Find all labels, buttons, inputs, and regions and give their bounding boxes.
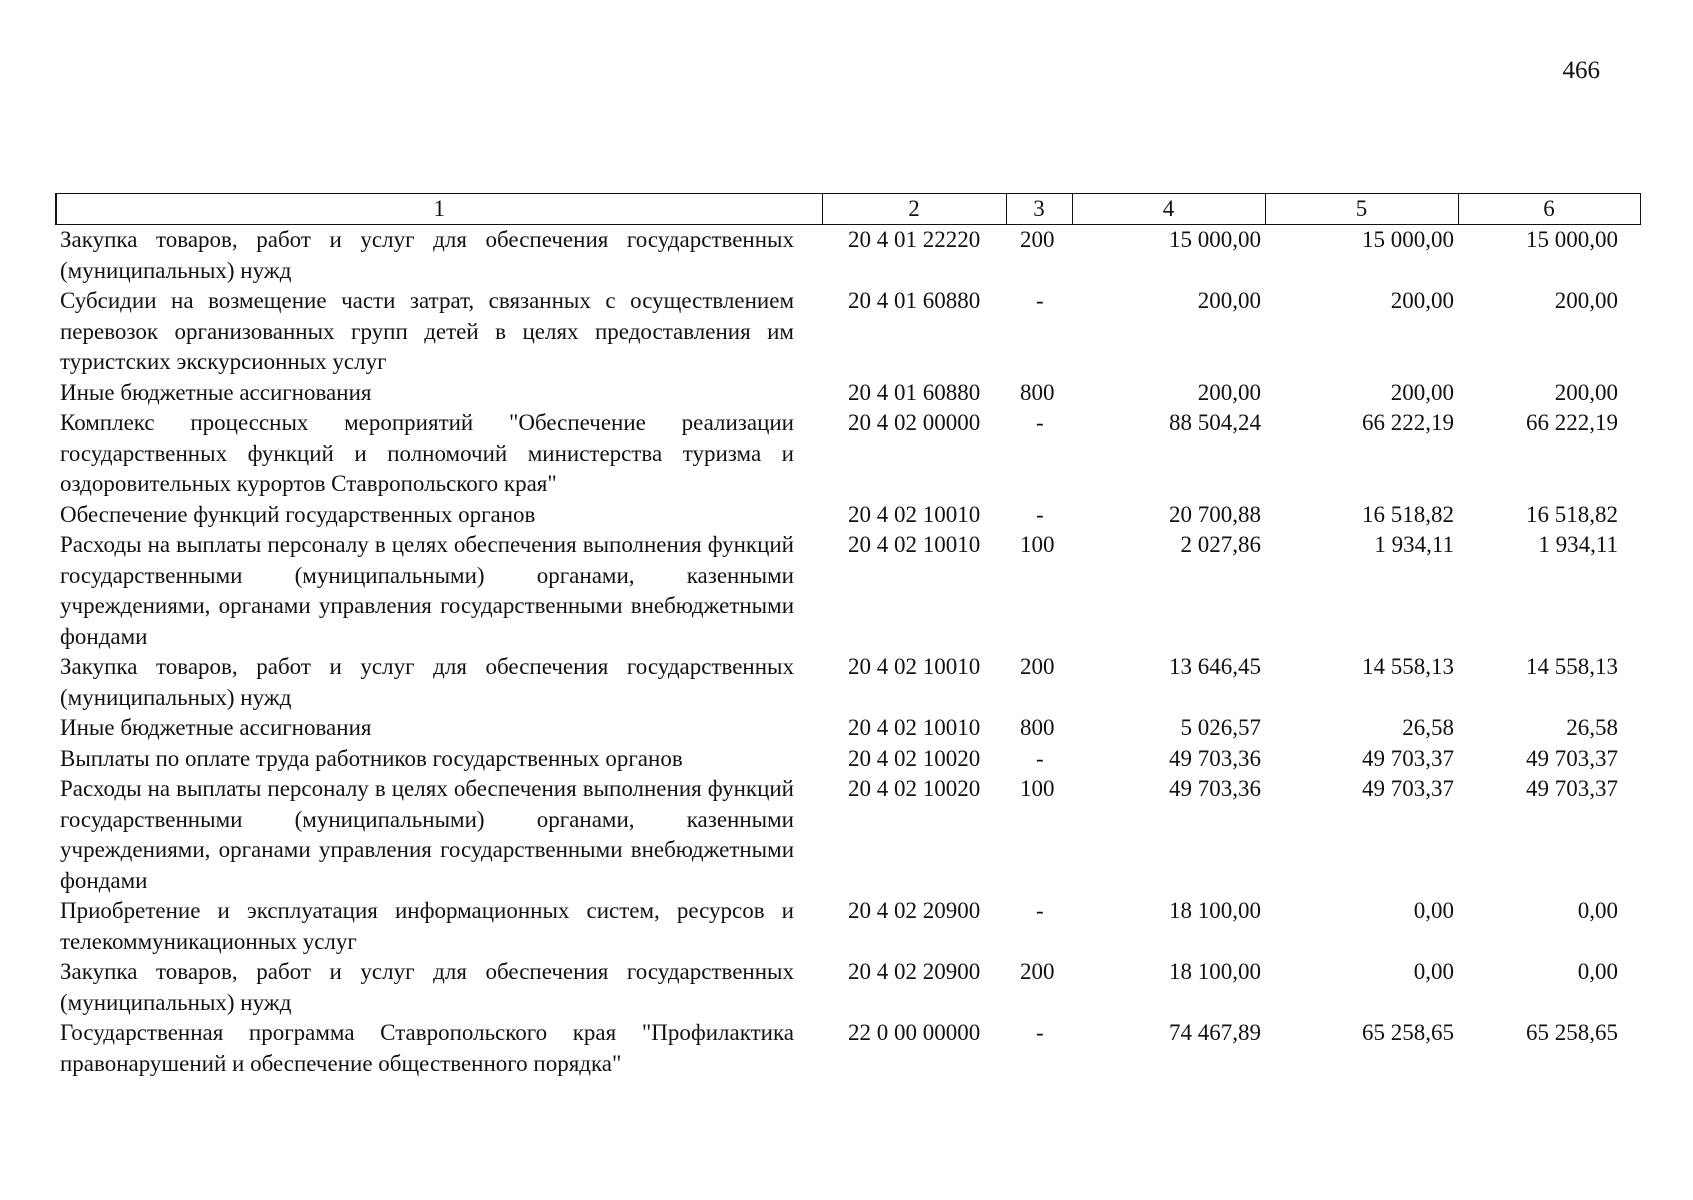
row-value-3-cell: 49 703,37 xyxy=(1526,745,1618,771)
row-name-cell: Государственная программа Ставропольского края "Профилактика правонарушений и обеспечение общественного порядка" xyxy=(60,1020,794,1076)
row-type-cell: 200 xyxy=(1020,959,1055,984)
row-name-cell: Иные бюджетные ассигнования xyxy=(60,715,372,740)
row-value-3-cell: 16 518,82 xyxy=(1526,501,1618,527)
row-value-2-cell: 49 703,37 xyxy=(1362,776,1454,801)
table-row xyxy=(56,713,1640,744)
row-value-3-cell: 66 222,19 xyxy=(1526,410,1618,435)
row-value-3-cell: 26,58 xyxy=(1566,715,1618,740)
row-value-1-cell: 5 026,57 xyxy=(1180,715,1261,740)
row-name-cell: Приобретение и эксплуатация информационных систем, ресурсов и телекоммуникационных услуг xyxy=(60,898,794,954)
header-row xyxy=(56,194,1640,225)
row-name-cell: Закупка товаров, работ и услуг для обеспечения государственных (муниципальных) нужд xyxy=(60,654,794,710)
row-type-cell: 800 xyxy=(1020,715,1055,740)
row-code-cell: 20 4 02 10010 xyxy=(848,501,981,527)
row-value-1-cell: 20 700,88 xyxy=(1169,501,1261,527)
row-code-cell: 20 4 02 20900 xyxy=(848,959,981,984)
row-code-cell: 20 4 02 00000 xyxy=(848,410,981,435)
row-value-3-cell: 14 558,13 xyxy=(1526,654,1618,679)
table-row xyxy=(56,408,1640,500)
row-value-1-cell: 2 027,86 xyxy=(1180,532,1261,557)
table-row xyxy=(56,744,1640,775)
row-type-cell: 200 xyxy=(1020,654,1055,679)
row-type-cell: - xyxy=(1036,501,1044,527)
row-value-3-cell: 15 000,00 xyxy=(1526,227,1618,252)
table-row xyxy=(56,378,1640,409)
row-name-cell: Иные бюджетные ассигнования xyxy=(60,379,372,405)
row-code-cell: 20 4 02 10010 xyxy=(848,654,981,679)
row-value-1-cell: 18 100,00 xyxy=(1169,959,1261,984)
row-value-3-cell: 49 703,37 xyxy=(1526,776,1618,801)
row-code-cell: 20 4 02 10020 xyxy=(848,776,981,801)
row-name-cell: Обеспечение функций государственных органов xyxy=(60,501,536,527)
row-value-2-cell: 200,00 xyxy=(1390,288,1454,313)
row-type-cell: - xyxy=(1036,288,1044,313)
table-row xyxy=(56,500,1640,531)
row-value-3-cell: 200,00 xyxy=(1554,288,1618,313)
row-value-2-cell: 0,00 xyxy=(1413,959,1454,984)
row-code-cell: 20 4 01 22220 xyxy=(848,227,981,252)
row-value-1-cell: 15 000,00 xyxy=(1169,227,1261,252)
row-value-3-cell: 65 258,65 xyxy=(1526,1020,1618,1045)
row-code-cell: 20 4 01 60880 xyxy=(848,288,981,313)
row-type-cell: 100 xyxy=(1020,532,1055,557)
row-code-cell: 20 4 02 10020 xyxy=(848,745,981,771)
table-row xyxy=(56,225,1640,287)
column-header-1: 1 xyxy=(56,194,822,225)
row-name-cell: Выплаты по оплате труда работников государственных органов xyxy=(60,745,683,771)
column-header-5: 5 xyxy=(1265,194,1458,225)
row-value-3-cell: 200,00 xyxy=(1554,379,1618,405)
row-type-cell: - xyxy=(1036,1020,1044,1045)
row-value-2-cell: 66 222,19 xyxy=(1362,410,1454,435)
row-value-1-cell: 13 646,45 xyxy=(1169,654,1261,679)
column-header-2: 2 xyxy=(822,194,1006,225)
row-value-1-cell: 88 504,24 xyxy=(1169,410,1261,435)
row-value-2-cell: 15 000,00 xyxy=(1362,227,1454,252)
column-header-6: 6 xyxy=(1458,194,1640,225)
row-value-2-cell: 49 703,37 xyxy=(1362,745,1454,771)
table-row xyxy=(56,1018,1640,1079)
page-number: 466 xyxy=(1562,57,1600,84)
row-value-1-cell: 18 100,00 xyxy=(1169,898,1261,923)
table-row xyxy=(56,652,1640,713)
row-value-2-cell: 16 518,82 xyxy=(1362,501,1454,527)
row-type-cell: - xyxy=(1036,745,1044,771)
table-row xyxy=(56,286,1640,378)
row-value-1-cell: 74 467,89 xyxy=(1169,1020,1261,1045)
row-name-cell: Субсидии на возмещение части затрат, связанных с осуществлением перевозок организованных групп детей в целях предоставления им туристских экскурсионных услуг xyxy=(60,288,794,374)
row-name-cell: Расходы на выплаты персоналу в целях обеспечения выполнения функций государственными (муниципальными) органами, казенными учреждениями, органами управления государственными внебюджетными фондами xyxy=(60,532,794,649)
row-value-2-cell: 65 258,65 xyxy=(1362,1020,1454,1045)
column-header-3: 3 xyxy=(1006,194,1072,225)
row-type-cell: 100 xyxy=(1020,776,1055,801)
row-value-3-cell: 0,00 xyxy=(1577,898,1618,923)
row-name-cell: Закупка товаров, работ и услуг для обеспечения государственных (муниципальных) нужд xyxy=(60,959,794,1015)
row-value-2-cell: 26,58 xyxy=(1402,715,1454,740)
row-code-cell: 20 4 02 20900 xyxy=(848,898,981,923)
row-value-3-cell: 1 934,11 xyxy=(1538,532,1618,557)
row-value-2-cell: 14 558,13 xyxy=(1362,654,1454,679)
row-value-2-cell: 0,00 xyxy=(1413,898,1454,923)
row-type-cell: 800 xyxy=(1020,379,1055,405)
row-value-1-cell: 200,00 xyxy=(1197,379,1261,405)
row-code-cell: 20 4 02 10010 xyxy=(848,532,981,557)
table-row xyxy=(56,530,1640,652)
row-name-cell: Закупка товаров, работ и услуг для обеспечения государственных (муниципальных) нужд xyxy=(60,227,794,283)
table-row xyxy=(56,774,1640,896)
row-value-1-cell: 49 703,36 xyxy=(1169,745,1261,771)
row-type-cell: 200 xyxy=(1020,227,1055,252)
row-type-cell: - xyxy=(1036,410,1044,435)
row-value-1-cell: 49 703,36 xyxy=(1169,776,1261,801)
row-value-2-cell: 200,00 xyxy=(1390,379,1454,405)
column-header-4: 4 xyxy=(1072,194,1265,225)
budget-table xyxy=(55,193,1641,1079)
row-name-cell: Комплекс процессных мероприятий "Обеспечение реализации государственных функций и полномочий министерства туризма и оздоровительных курортов Ставропольского края" xyxy=(60,410,794,496)
table-row xyxy=(56,896,1640,957)
row-name-cell: Расходы на выплаты персоналу в целях обеспечения выполнения функций государственными (муниципальными) органами, казенными учреждениями, органами управления государственными внебюджетными фондами xyxy=(60,776,794,893)
row-value-1-cell: 200,00 xyxy=(1197,288,1261,313)
row-code-cell: 20 4 02 10010 xyxy=(848,715,981,740)
row-code-cell: 20 4 01 60880 xyxy=(848,379,981,405)
table-row xyxy=(56,957,1640,1018)
row-code-cell: 22 0 00 00000 xyxy=(848,1020,981,1045)
row-value-2-cell: 1 934,11 xyxy=(1374,532,1454,557)
row-value-3-cell: 0,00 xyxy=(1577,959,1618,984)
table-body xyxy=(56,225,1640,1080)
row-type-cell: - xyxy=(1036,898,1044,923)
